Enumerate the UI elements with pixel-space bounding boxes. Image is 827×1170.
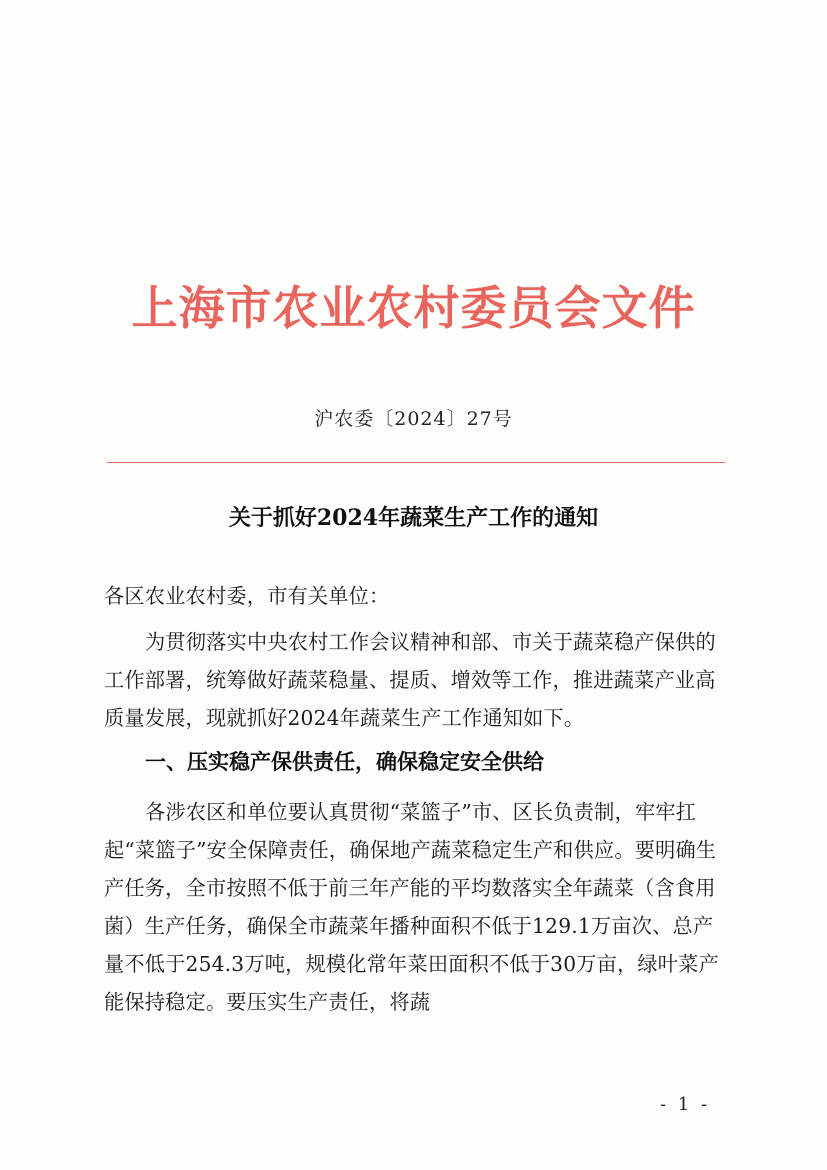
notice-title: 关于抓好2024年蔬菜生产工作的通知 xyxy=(228,505,599,531)
red-separator-line xyxy=(107,462,725,463)
paragraph-intro: 为贯彻落实中央农村工作会议精神和部、市关于蔬菜稳产保供的工作部署，统筹做好蔬菜稳量、提质、增效等工作，推进蔬菜产业高质量发展，现就抓好2024年蔬菜生产工作通知如下。 xyxy=(104,630,716,730)
salutation: 各区农业农村委，市有关单位： xyxy=(104,584,390,608)
section-heading-1: 一、压实稳产保供责任，确保稳定安全供给 xyxy=(145,750,544,774)
paragraph-section-1: 各涉农区和单位要认真贯彻“菜篮子”市、区长负责制，牢牢扛起“菜篮子”安全保障责任，确保地产蔬菜稳定生产和供应。要明确生产任务，全市按照不低于前三年产能的平均数落实全年蔬菜（含食用菌）生产任务，确保全市蔬菜年播种面积不低于129.1万亩次、总产量不低于254.3万吨，规模化常年菜田面积不低于30万亩，绿叶菜产能保持稳定。要压实生产责任，将蔬 xyxy=(104,800,719,1014)
page-number: - 1 - xyxy=(660,1094,711,1115)
document-number: 沪农委〔2024〕27号 xyxy=(314,408,513,430)
masthead-title: 上海市农业农村委员会文件 xyxy=(131,281,696,335)
